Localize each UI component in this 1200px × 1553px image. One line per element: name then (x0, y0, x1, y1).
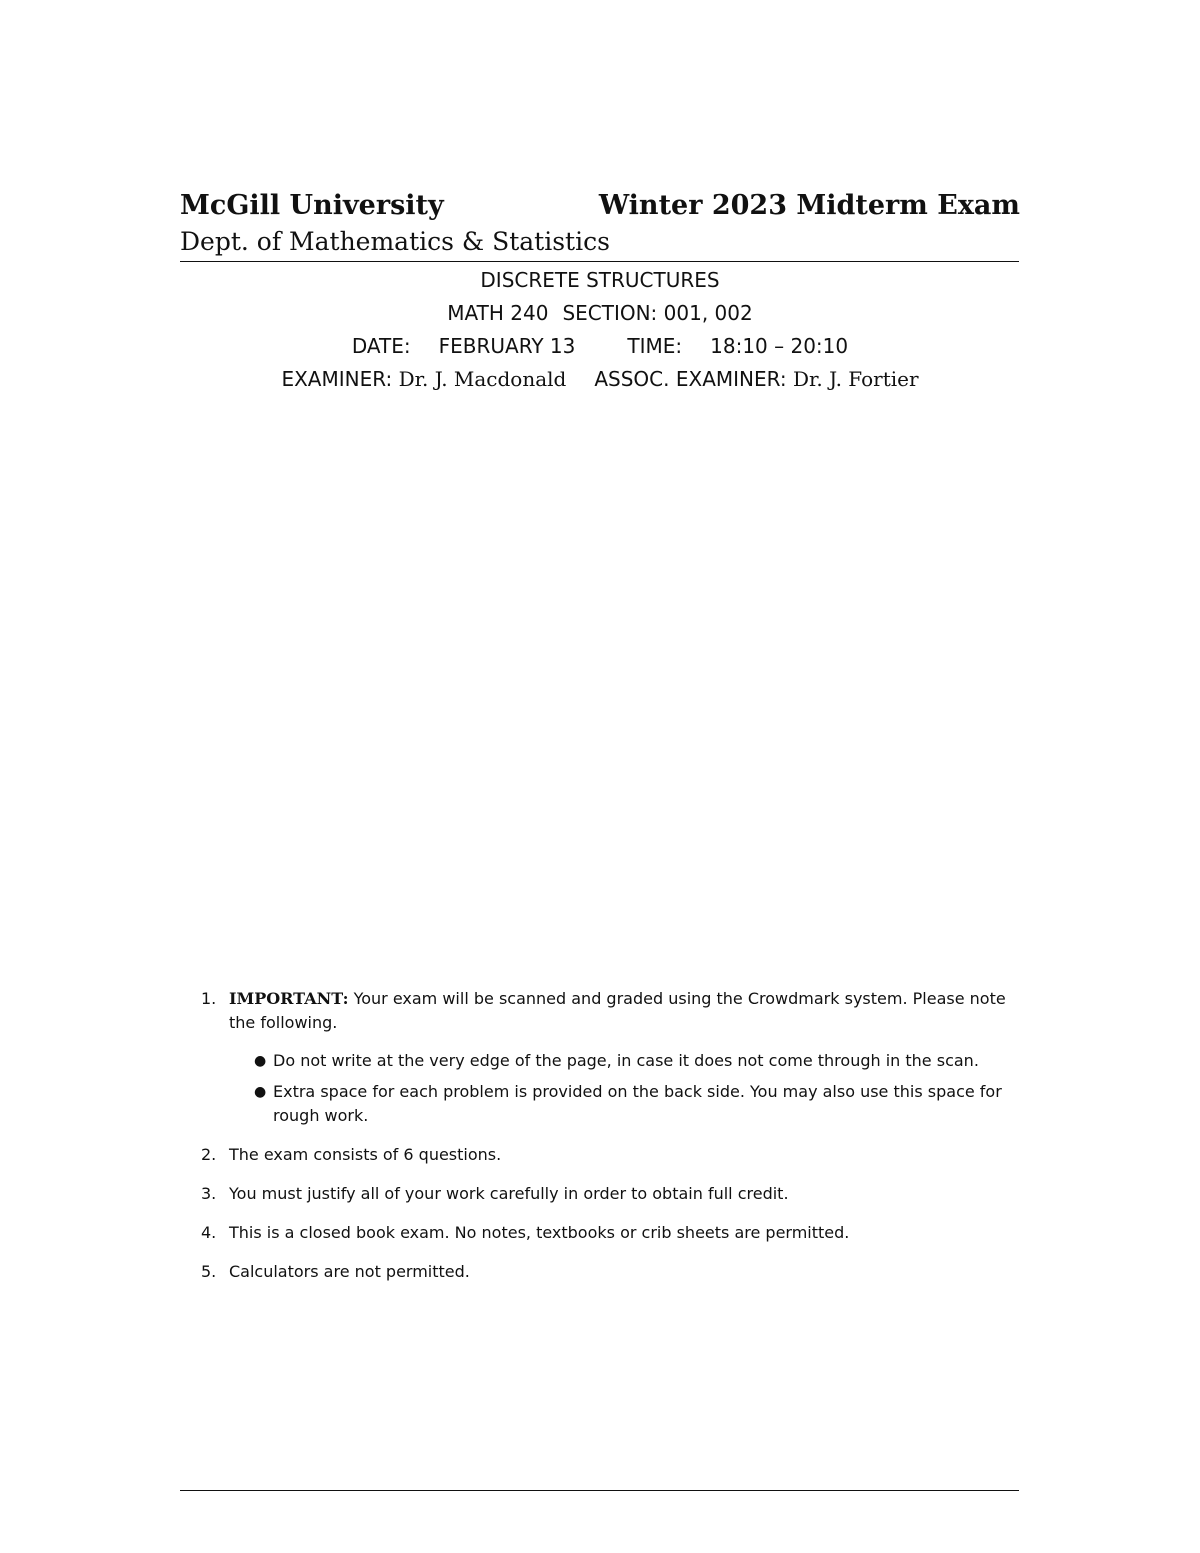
instructions-list (180, 987, 1020, 1284)
instruction-number: 3. (201, 1184, 217, 1203)
instruction-item (180, 1260, 1020, 1284)
instruction-item (180, 987, 1020, 1128)
course-name-text: DISCRETE STRUCTURES (480, 268, 720, 292)
course-name (180, 268, 1020, 292)
instruction-bullets (229, 1049, 1020, 1128)
instruction-item (180, 1182, 1020, 1206)
bullet-item (229, 1080, 1020, 1128)
instruction-number: 4. (201, 1223, 217, 1242)
bullet-text: Do not write at the very edge of the page, in case it does not come through in the scan. (273, 1051, 979, 1070)
header-divider (180, 261, 1019, 262)
university-name: McGill University (180, 190, 444, 221)
instruction-text: The exam consists of 6 questions. (229, 1145, 502, 1164)
time-value: 18:10 – 20:10 (710, 334, 849, 358)
assoc-examiner-name: Dr. J. Fortier (793, 367, 919, 391)
section-label: SECTION: (562, 301, 658, 325)
bullet-text: Extra space for each problem is provided on the back side. You may also use this space for rough work. (273, 1082, 1002, 1125)
instruction-text: Your exam will be scanned and graded using the Crowdmark system. Please note the following. (229, 989, 1006, 1032)
department-name: Dept. of Mathematics & Statistics (180, 227, 610, 256)
examiner-line (180, 367, 1020, 391)
course-code: MATH 240 (447, 301, 549, 325)
course-code-line (180, 301, 1020, 325)
instruction-number: 5. (201, 1262, 217, 1281)
instructions-block (180, 987, 1020, 1299)
date-time-line (180, 334, 1020, 358)
instruction-number: 1. (201, 989, 217, 1008)
bullet-icon: ● (254, 1053, 267, 1069)
exam-title: Winter 2023 Midterm Exam (598, 190, 1020, 221)
header-row (180, 190, 1020, 226)
instruction-number: 2. (201, 1145, 217, 1164)
examiner-label: EXAMINER: (281, 367, 393, 391)
footer-divider (180, 1490, 1019, 1491)
assoc-examiner-label: ASSOC. EXAMINER: (594, 367, 787, 391)
instruction-text: This is a closed book exam. No notes, textbooks or crib sheets are permitted. (229, 1223, 850, 1242)
bullet-item (229, 1049, 1020, 1073)
instruction-item (180, 1143, 1020, 1167)
date-label: DATE: (351, 334, 411, 358)
examiner-name: Dr. J. Macdonald (398, 367, 567, 391)
instruction-item (180, 1221, 1020, 1245)
section-value: 001, 002 (663, 301, 753, 325)
instruction-text: Calculators are not permitted. (229, 1262, 470, 1281)
bullet-icon: ● (254, 1084, 267, 1100)
important-label: IMPORTANT: (229, 989, 349, 1008)
instruction-text: You must justify all of your work carefully in order to obtain full credit. (229, 1184, 789, 1203)
time-label: TIME: (627, 334, 683, 358)
date-value: FEBRUARY 13 (438, 334, 576, 358)
